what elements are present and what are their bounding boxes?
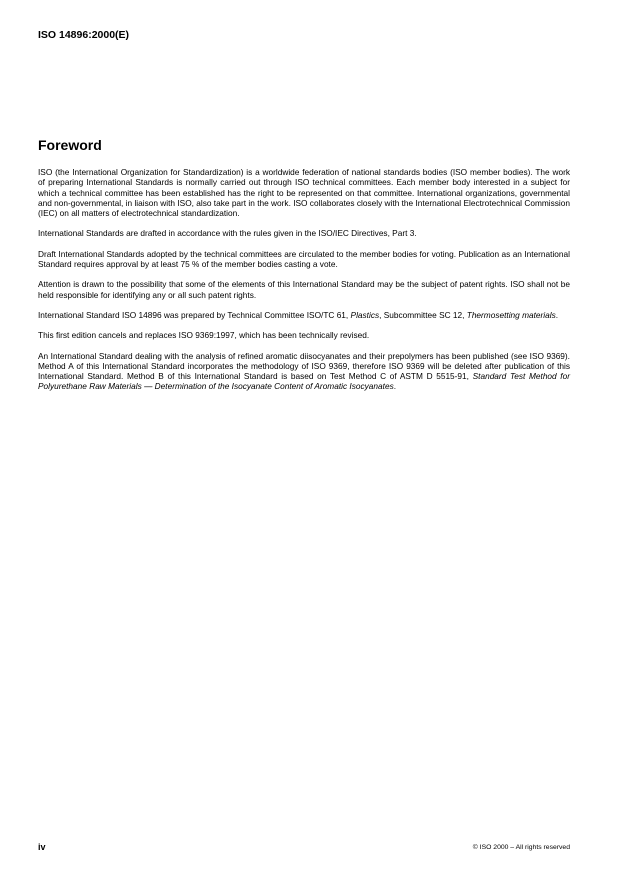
methods-end: .	[393, 381, 397, 392]
section-title: Foreword	[38, 137, 102, 153]
committee-name: Plastics	[350, 309, 380, 320]
paragraph-committee	[38, 310, 570, 320]
subcommittee-text: , Subcommittee SC 12,	[379, 309, 467, 320]
astm-title: Standard Test Method for Polyurethane Raw Materials — Determination of the Isocyanate Content of Aromatic Isocyanates	[38, 371, 570, 392]
document-id-header: ISO 14896:2000(E)	[38, 29, 130, 41]
page-number: iv	[38, 842, 46, 852]
foreword-body	[38, 167, 570, 402]
paragraph-iso-intro: ISO (the International Organization for Standardization) is a worldwide federation of national standards bodies (ISO member bodies). The work of preparing International Standards is normally carried out through ISO technical committees. Each member body interested in a subject for which a technical committee has been established has the right to be represented on that committee. International organizations, governmental and non-governmental, in liaison with ISO, also take part in the work. ISO collaborates closely with the International Electrotechnical Commission (IEC) on all matters of electrotechnical standardization.	[38, 167, 570, 219]
methods-text: An International Standard dealing with the analysis of refined aromatic diisocyanates and their prepolymers has been published (see ISO 9369). Method A of this International Standard incorporates the methodology of ISO 9369, therefore ISO 9369 will be deleted after publication of this International Standard. Method B of this International Standard is based on Test Method C of ASTM D 5515-91,	[38, 350, 570, 382]
subcommittee-name: Thermosetting materials	[466, 309, 556, 320]
committee-end: .	[555, 309, 559, 320]
paragraph-patent: Attention is drawn to the possibility that some of the elements of this International Standard may be the subject of patent rights. ISO shall not be held responsible for identifying any or all such patent rights.	[38, 279, 570, 300]
paragraph-voting: Draft International Standards adopted by the technical committees are circulated to the member bodies for voting. Publication as an International Standard requires approval by at least 75 % of the member bodies casting a vote.	[38, 248, 570, 270]
paragraph-methods	[38, 351, 570, 392]
paragraph-directives: International Standards are drafted in accordance with the rules given in the ISO/IEC Directives, Part 3.	[38, 228, 417, 239]
paragraph-edition: This first edition cancels and replaces ISO 9369:1997, which has been technically revised.	[38, 330, 370, 341]
committee-text: International Standard ISO 14896 was prepared by Technical Committee ISO/TC 61,	[38, 309, 351, 320]
copyright-notice: © ISO 2000 – All rights reserved	[472, 844, 570, 851]
